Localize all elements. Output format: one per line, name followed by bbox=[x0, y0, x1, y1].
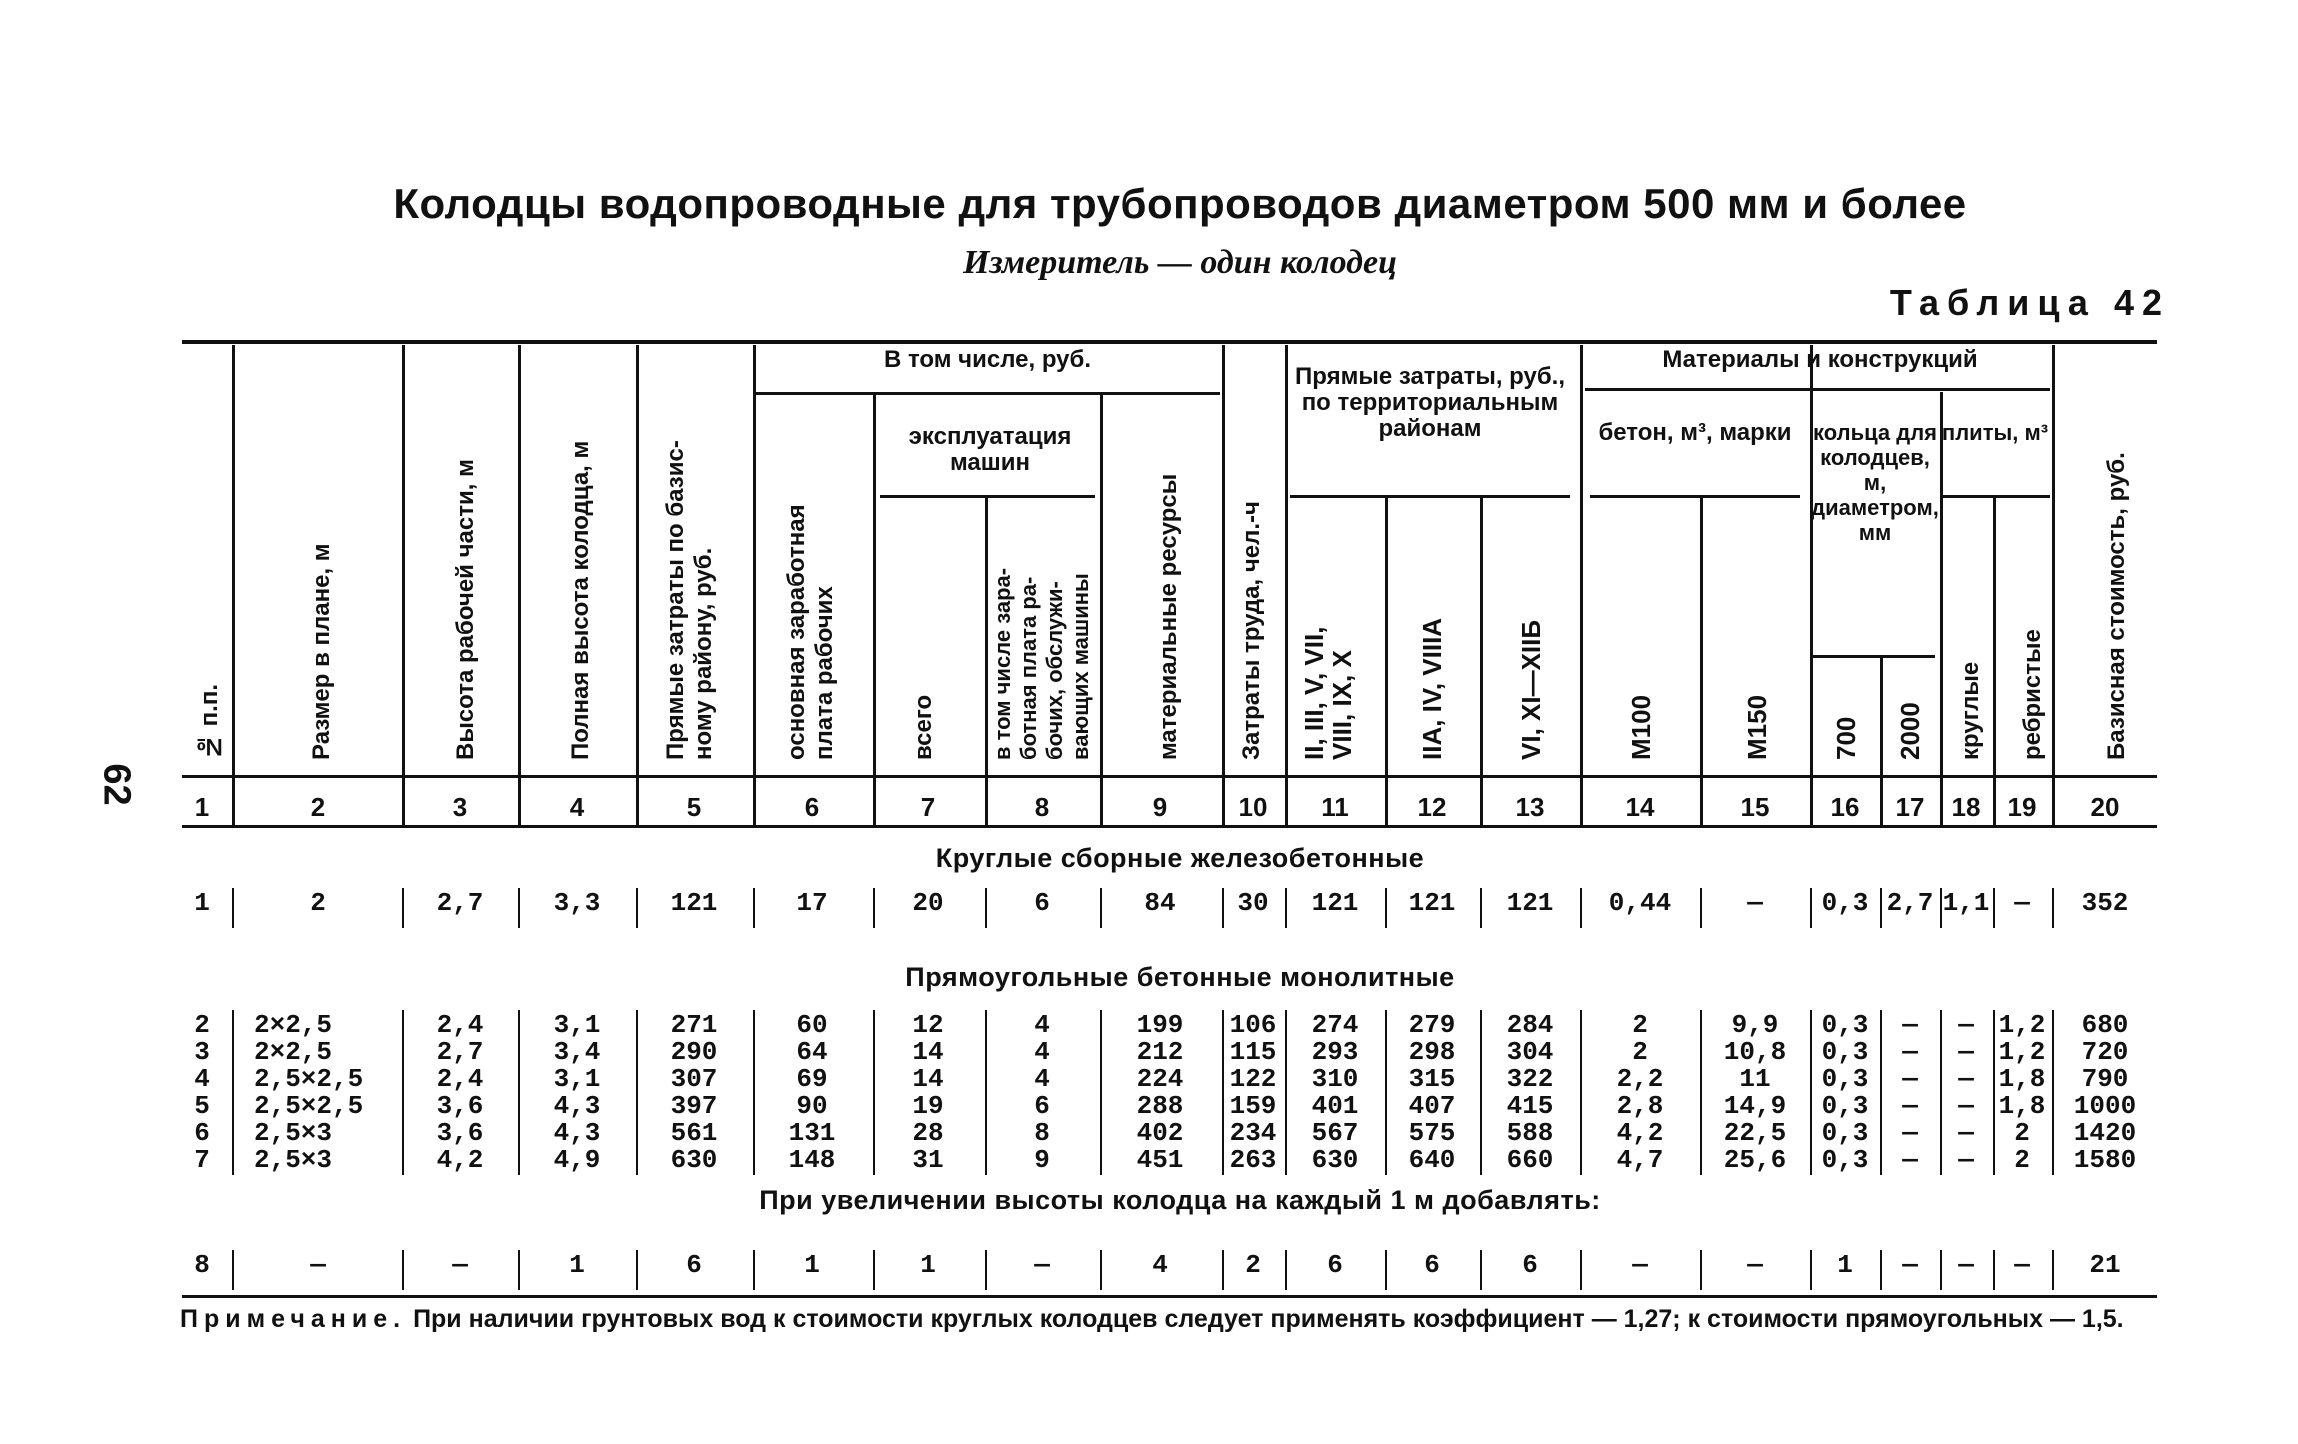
table-cell: 14 bbox=[912, 1037, 944, 1067]
table-cell: 790 bbox=[2081, 1064, 2129, 1094]
header-divider bbox=[873, 395, 876, 828]
table-cell: 3,1 bbox=[553, 1064, 601, 1094]
column-number: 11 bbox=[1321, 792, 1349, 822]
body-divider bbox=[1100, 1250, 1102, 1290]
table-cell: 6 bbox=[1034, 888, 1050, 918]
table-cell: 2 bbox=[194, 1010, 210, 1040]
table-cell: 9,9 bbox=[1731, 1010, 1779, 1040]
header-divider bbox=[1385, 498, 1388, 828]
column-number: 18 bbox=[1951, 792, 1981, 822]
header-group-included: В том числе, руб. bbox=[883, 346, 1092, 373]
table-cell: 630 bbox=[670, 1145, 718, 1175]
table-cell: 1,1 bbox=[1942, 888, 1990, 918]
table-cell: 2,8 bbox=[1616, 1091, 1664, 1121]
header-divider bbox=[1285, 345, 1288, 828]
table-cell: 298 bbox=[1408, 1037, 1456, 1067]
table-note bbox=[180, 1304, 2170, 1334]
body-divider bbox=[636, 888, 638, 928]
header-col-11: II, III, V, VII, VIII, IX, X bbox=[1299, 626, 1357, 760]
table-cell: 0,3 bbox=[1821, 1118, 1869, 1148]
header-group-rings: кольца для колодцев, м, диаметром, мм bbox=[1811, 420, 1939, 545]
header-divider bbox=[2052, 345, 2055, 828]
table-cell: 1,2 bbox=[1998, 1037, 2046, 1067]
table-cell: 4,9 bbox=[553, 1145, 601, 1175]
table-cell: 4 bbox=[194, 1064, 210, 1094]
column-number: 19 bbox=[2007, 792, 2037, 822]
table-cell: — bbox=[1958, 1250, 1974, 1280]
table-cell: 4,3 bbox=[553, 1091, 601, 1121]
table-cell: 60 bbox=[796, 1010, 828, 1040]
table-cell: 2,5×2,5 bbox=[254, 1091, 364, 1121]
table-cell: 0,44 bbox=[1608, 888, 1672, 918]
header-divider bbox=[1480, 498, 1483, 828]
table-cell: 402 bbox=[1136, 1118, 1184, 1148]
header-col-17: 2000 bbox=[1895, 702, 1925, 760]
table-cell: 630 bbox=[1311, 1145, 1359, 1175]
body-divider bbox=[873, 1010, 875, 1175]
table-cell: 3 bbox=[194, 1037, 210, 1067]
table-cell: 122 bbox=[1229, 1064, 1277, 1094]
table-cell: 401 bbox=[1311, 1091, 1359, 1121]
table-cell: — bbox=[1902, 1250, 1918, 1280]
table-cell: 2,5×3 bbox=[254, 1118, 333, 1148]
table-cell: 2×2,5 bbox=[254, 1010, 333, 1040]
header-col-19: ребристые bbox=[2019, 629, 2046, 760]
table-cell: 234 bbox=[1229, 1118, 1277, 1148]
col-number-bottom-rule bbox=[182, 825, 2157, 828]
group-territorial-rule bbox=[1290, 495, 1570, 498]
table-title: Колодцы водопроводные для трубопроводов диаметром 500 мм и более bbox=[393, 180, 1967, 227]
table-cell: 8 bbox=[194, 1250, 210, 1280]
table-cell: 4 bbox=[1152, 1250, 1168, 1280]
page-number: 62 bbox=[95, 763, 138, 806]
table-cell: 1580 bbox=[2073, 1145, 2137, 1175]
table-cell: 720 bbox=[2081, 1037, 2129, 1067]
table-cell: 1 bbox=[194, 888, 210, 918]
section-round-precast: Круглые сборные железобетонные bbox=[935, 843, 1425, 873]
table-cell: 322 bbox=[1506, 1064, 1554, 1094]
table-cell: 6 bbox=[1522, 1250, 1538, 1280]
column-number: 14 bbox=[1625, 792, 1655, 822]
table-cell: 159 bbox=[1229, 1091, 1277, 1121]
table-cell: 315 bbox=[1408, 1064, 1456, 1094]
table-cell: 271 bbox=[670, 1010, 718, 1040]
table-cell: — bbox=[1902, 1064, 1918, 1094]
table-cell: 17 bbox=[796, 888, 828, 918]
body-divider bbox=[518, 1010, 520, 1175]
table-cell: 1 bbox=[569, 1250, 585, 1280]
table-cell: — bbox=[1902, 1118, 1918, 1148]
table-cell: 28 bbox=[912, 1118, 944, 1148]
table-cell: — bbox=[1958, 1145, 1974, 1175]
table-cell: 0,3 bbox=[1821, 1091, 1869, 1121]
table-cell: 3,6 bbox=[436, 1118, 484, 1148]
column-number: 16 bbox=[1830, 792, 1860, 822]
table-cell: 6 bbox=[1034, 1091, 1050, 1121]
table-cell: — bbox=[2014, 1250, 2030, 1280]
header-divider bbox=[1700, 498, 1703, 828]
table-cell: — bbox=[1747, 888, 1763, 918]
table-cell: 274 bbox=[1311, 1010, 1359, 1040]
table-cell: 1 bbox=[804, 1250, 820, 1280]
body-divider bbox=[985, 888, 987, 928]
column-number: 10 bbox=[1238, 792, 1268, 822]
body-divider bbox=[636, 1010, 638, 1175]
table-cell: 1 bbox=[1837, 1250, 1853, 1280]
table-cell: 4,3 bbox=[553, 1118, 601, 1148]
table-cell: — bbox=[1902, 1091, 1918, 1121]
table-cell: 2 bbox=[2014, 1145, 2030, 1175]
table-cell: 2 bbox=[1245, 1250, 1261, 1280]
column-number: 20 bbox=[2090, 792, 2120, 822]
table-cell: 415 bbox=[1506, 1091, 1554, 1121]
table-bottom-rule bbox=[182, 1295, 2157, 1298]
header-col-18: круглые bbox=[1957, 661, 1984, 760]
table-cell: 2,7 bbox=[436, 1037, 484, 1067]
header-col-2: Размер в плане, м bbox=[308, 543, 335, 760]
header-group-concrete: бетон, м³, марки bbox=[1598, 419, 1792, 446]
table-cell: 2 bbox=[2014, 1118, 2030, 1148]
header-col-1: № п.п. bbox=[196, 684, 223, 760]
header-divider bbox=[1222, 345, 1225, 828]
table-cell: 30 bbox=[1237, 888, 1269, 918]
table-cell: — bbox=[1034, 1250, 1050, 1280]
table-cell: 6 bbox=[1327, 1250, 1343, 1280]
header-divider bbox=[232, 345, 235, 828]
table-cell: 1 bbox=[920, 1250, 936, 1280]
body-divider bbox=[518, 888, 520, 928]
table-cell: 561 bbox=[670, 1118, 718, 1148]
header-group-materials: Материалы и конструкций bbox=[1662, 346, 1978, 373]
header-col-15: М150 bbox=[1742, 694, 1772, 760]
body-divider bbox=[402, 1250, 404, 1290]
table-cell: 2,7 bbox=[436, 888, 484, 918]
table-cell: 12 bbox=[912, 1010, 944, 1040]
table-cell: 6 bbox=[686, 1250, 702, 1280]
header-col-13: VI, XI—XIIБ bbox=[1516, 619, 1546, 760]
table-cell: 0,3 bbox=[1821, 1010, 1869, 1040]
table-cell: — bbox=[1958, 1091, 1974, 1121]
table-cell: 90 bbox=[796, 1091, 828, 1121]
table-cell: 6 bbox=[1424, 1250, 1440, 1280]
section-height-increment: При увеличении высоты колодца на каждый 1 м добавлять: bbox=[759, 1185, 1601, 1215]
table-cell: — bbox=[1958, 1010, 1974, 1040]
header-divider bbox=[1880, 658, 1883, 828]
table-cell: 0,3 bbox=[1821, 1145, 1869, 1175]
table-cell: 2 bbox=[1632, 1037, 1648, 1067]
body-divider bbox=[753, 888, 755, 928]
header-col-5: Прямые затраты по базис- ному району, руб. bbox=[662, 440, 717, 760]
header-col-7: всего bbox=[910, 694, 937, 760]
header-divider bbox=[753, 345, 756, 828]
body-divider bbox=[753, 1010, 755, 1175]
table-cell: 4,7 bbox=[1616, 1145, 1664, 1175]
header-bottom-rule bbox=[182, 775, 2157, 778]
table-cell: 4 bbox=[1034, 1010, 1050, 1040]
header-divider bbox=[1580, 345, 1583, 828]
column-number: 1 bbox=[194, 792, 210, 822]
column-number: 6 bbox=[804, 792, 820, 822]
table-cell: 310 bbox=[1311, 1064, 1359, 1094]
header-group-territorial: Прямые затраты, руб., по территориальным районам bbox=[1294, 363, 1566, 442]
section-rectangular-monolithic: Прямоугольные бетонные монолитные bbox=[905, 962, 1455, 992]
table-cell: 11 bbox=[1739, 1064, 1771, 1094]
column-number: 2 bbox=[310, 792, 326, 822]
table-cell: 575 bbox=[1408, 1118, 1456, 1148]
table-cell: 1,8 bbox=[1998, 1091, 2046, 1121]
table-cell: 290 bbox=[670, 1037, 718, 1067]
column-number: 8 bbox=[1034, 792, 1050, 822]
table-cell: 2,5×2,5 bbox=[254, 1064, 364, 1094]
table-cell: 680 bbox=[2081, 1010, 2129, 1040]
table-cell: 8 bbox=[1034, 1118, 1050, 1148]
column-number: 4 bbox=[569, 792, 585, 822]
table-cell: 19 bbox=[912, 1091, 944, 1121]
table-cell: — bbox=[1958, 1037, 1974, 1067]
column-number: 17 bbox=[1895, 792, 1925, 822]
header-col-10: Затраты труда, чел.-ч bbox=[1238, 501, 1265, 760]
table-cell: 0,3 bbox=[1821, 1037, 1869, 1067]
body-divider bbox=[985, 1010, 987, 1175]
table-cell: — bbox=[310, 1250, 326, 1280]
table-cell: — bbox=[1747, 1250, 1763, 1280]
table-cell: 288 bbox=[1136, 1091, 1184, 1121]
body-divider bbox=[518, 1250, 520, 1290]
table-cell: 660 bbox=[1506, 1145, 1554, 1175]
table-cell: 2,4 bbox=[436, 1010, 484, 1040]
table-cell: 121 bbox=[1506, 888, 1554, 918]
table-cell: 2,4 bbox=[436, 1064, 484, 1094]
table-cell: 3,3 bbox=[553, 888, 601, 918]
table-cell: 451 bbox=[1136, 1145, 1184, 1175]
table-cell: 3,1 bbox=[553, 1010, 601, 1040]
table-cell: 64 bbox=[796, 1037, 828, 1067]
body-divider bbox=[985, 1250, 987, 1290]
column-number: 15 bbox=[1740, 792, 1770, 822]
table-cell: 2,2 bbox=[1616, 1064, 1664, 1094]
table-cell: 3,6 bbox=[436, 1091, 484, 1121]
table-cell: 307 bbox=[670, 1064, 718, 1094]
table-cell: 2,7 bbox=[1886, 888, 1934, 918]
table-cell: — bbox=[1958, 1118, 1974, 1148]
body-divider bbox=[402, 1010, 404, 1175]
table-cell: 0,3 bbox=[1821, 1064, 1869, 1094]
column-number: 7 bbox=[920, 792, 936, 822]
body-divider bbox=[873, 888, 875, 928]
header-group-machines: эксплуатация машин bbox=[908, 423, 1072, 476]
table-cell: 69 bbox=[796, 1064, 828, 1094]
body-divider bbox=[1100, 888, 1102, 928]
table-cell: 1000 bbox=[2073, 1091, 2137, 1121]
table-cell: 1420 bbox=[2073, 1118, 2137, 1148]
table-cell: — bbox=[1902, 1145, 1918, 1175]
table-cell: 121 bbox=[670, 888, 718, 918]
table-cell: 106 bbox=[1229, 1010, 1277, 1040]
header-divider bbox=[985, 498, 988, 828]
table-cell: 115 bbox=[1229, 1037, 1277, 1067]
table-cell: 1,2 bbox=[1998, 1010, 2046, 1040]
header-col-3: Высота рабочей части, м bbox=[452, 459, 479, 760]
body-divider bbox=[873, 1250, 875, 1290]
body-divider bbox=[402, 888, 404, 928]
table-cell: 212 bbox=[1136, 1037, 1184, 1067]
group-materials-rule bbox=[1585, 388, 2050, 391]
table-cell: 2 bbox=[310, 888, 326, 918]
header-col-20: Базисная стоимость, руб. bbox=[2103, 452, 2130, 760]
header-divider bbox=[402, 345, 405, 828]
table-cell: 3,4 bbox=[553, 1037, 601, 1067]
body-divider bbox=[1100, 1010, 1102, 1175]
table-cell: 2×2,5 bbox=[254, 1037, 333, 1067]
table-cell: 22,5 bbox=[1723, 1118, 1787, 1148]
table-cell: 199 bbox=[1136, 1010, 1184, 1040]
body-divider bbox=[1700, 888, 1702, 928]
table-cell: 407 bbox=[1408, 1091, 1456, 1121]
table-cell: 224 bbox=[1136, 1064, 1184, 1094]
table-cell: 14,9 bbox=[1723, 1091, 1787, 1121]
table-cell: 263 bbox=[1229, 1145, 1277, 1175]
header-col-9: материальные ресурсы bbox=[1155, 473, 1182, 760]
table-cell: — bbox=[2014, 888, 2030, 918]
header-divider bbox=[518, 345, 521, 828]
table-cell: 352 bbox=[2081, 888, 2129, 918]
table-cell: 640 bbox=[1408, 1145, 1456, 1175]
column-number: 3 bbox=[452, 792, 468, 822]
header-col-12: IIА, IV, VIIIА bbox=[1417, 617, 1447, 760]
group-rings-rule bbox=[1810, 655, 1935, 658]
table-cell: 4,2 bbox=[1616, 1118, 1664, 1148]
body-divider bbox=[1580, 1250, 1582, 1290]
table-cell: 284 bbox=[1506, 1010, 1554, 1040]
header-col-6: основная заработная плата рабочих bbox=[783, 504, 838, 760]
table-cell: 131 bbox=[788, 1118, 836, 1148]
column-number: 13 bbox=[1515, 792, 1545, 822]
table-cell: 21 bbox=[2089, 1250, 2121, 1280]
table-cell: 397 bbox=[670, 1091, 718, 1121]
header-col-4: Полная высота колодца, м bbox=[567, 440, 594, 760]
column-number: 5 bbox=[686, 792, 702, 822]
body-divider bbox=[753, 1250, 755, 1290]
table-cell: — bbox=[1958, 1064, 1974, 1094]
table-cell: 304 bbox=[1506, 1037, 1554, 1067]
note-lead: Примечание. bbox=[180, 1305, 407, 1333]
table-cell: 5 bbox=[194, 1091, 210, 1121]
table-cell: 588 bbox=[1506, 1118, 1554, 1148]
table-cell: 6 bbox=[194, 1118, 210, 1148]
table-cell: 4 bbox=[1034, 1037, 1050, 1067]
header-divider bbox=[1993, 498, 1996, 828]
column-number: 12 bbox=[1417, 792, 1447, 822]
table-cell: 9 bbox=[1034, 1145, 1050, 1175]
table-cell: 148 bbox=[788, 1145, 836, 1175]
table-cell: 0,3 bbox=[1821, 888, 1869, 918]
table-cell: 1,8 bbox=[1998, 1064, 2046, 1094]
table-cell: 567 bbox=[1311, 1118, 1359, 1148]
table-cell: — bbox=[1902, 1010, 1918, 1040]
table-cell: 2 bbox=[1632, 1010, 1648, 1040]
table-cell: 4,2 bbox=[436, 1145, 484, 1175]
table-cell: — bbox=[1632, 1250, 1648, 1280]
table-cell: 14 bbox=[912, 1064, 944, 1094]
header-divider bbox=[1940, 392, 1943, 828]
table-cell: 2,5×3 bbox=[254, 1145, 333, 1175]
note-text: При наличии грунтовых вод к стоимости круглых колодцев следует применять коэффициент — 1,27; к стоимости прямоугольных — 1,5. bbox=[406, 1305, 2124, 1333]
body-divider bbox=[1700, 1010, 1702, 1175]
header-divider bbox=[636, 345, 639, 828]
body-divider bbox=[1580, 888, 1582, 928]
table-cell: 25,6 bbox=[1723, 1145, 1787, 1175]
header-group-plates: плиты, м³ bbox=[1941, 420, 2049, 445]
table-label: Таблица 42 bbox=[1889, 282, 2170, 323]
body-divider bbox=[1700, 1250, 1702, 1290]
table-subtitle: Измеритель — один колодец bbox=[962, 244, 1398, 281]
header-col-8: в том числе зара- ботная плата ра- бочих, обслужи- вающих машины bbox=[990, 567, 1093, 760]
header-col-14: М100 bbox=[1626, 694, 1656, 760]
column-number: 9 bbox=[1152, 792, 1168, 822]
table-top-rule bbox=[182, 340, 2157, 344]
table-cell: 7 bbox=[194, 1145, 210, 1175]
header-col-16: 700 bbox=[1831, 716, 1861, 760]
table-cell: 84 bbox=[1144, 888, 1176, 918]
table-cell: 4 bbox=[1034, 1064, 1050, 1094]
table-cell: 20 bbox=[912, 888, 944, 918]
table-cell: 121 bbox=[1311, 888, 1359, 918]
table-cell: 10,8 bbox=[1723, 1037, 1787, 1067]
table-cell: 31 bbox=[912, 1145, 944, 1175]
table-cell: — bbox=[1902, 1037, 1918, 1067]
group-concrete-rule bbox=[1590, 495, 1800, 498]
body-divider bbox=[1580, 1010, 1582, 1175]
body-divider bbox=[636, 1250, 638, 1290]
table-cell: 279 bbox=[1408, 1010, 1456, 1040]
group-included-rule bbox=[755, 392, 1220, 395]
header-divider bbox=[1810, 345, 1813, 828]
table-cell: 293 bbox=[1311, 1037, 1359, 1067]
table-cell: 121 bbox=[1408, 888, 1456, 918]
table-cell: — bbox=[452, 1250, 468, 1280]
